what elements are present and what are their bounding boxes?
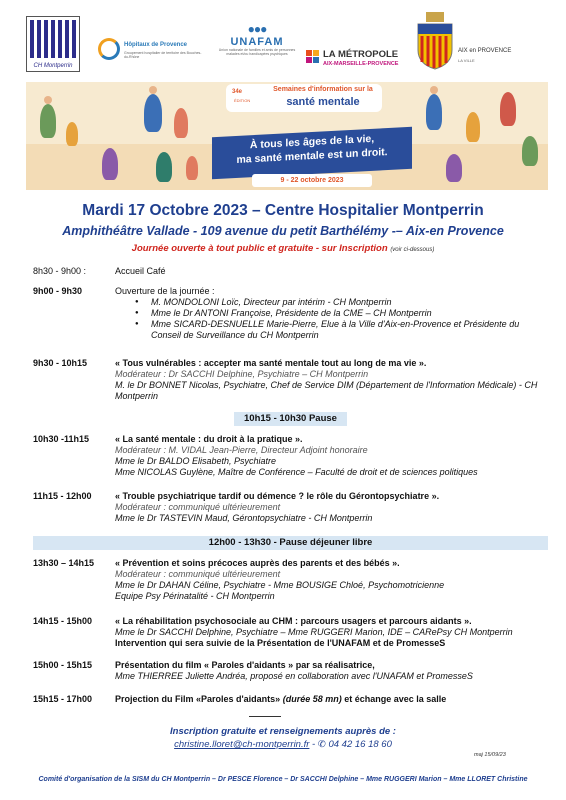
unafam-logo [218,22,296,76]
moderator: Modérateur : communiqué ultérieurement [115,569,281,579]
row-time: 10h30 -11h15 [33,434,90,444]
event-access [0,243,566,254]
page-title: Mardi 17 Octobre 2023 – Centre Hospitalier Montperrin [82,202,484,219]
contact-separator: - [309,739,318,750]
session-title: Projection du Film «Paroles d'aidants» [115,694,281,704]
row-time: 9h30 - 10h15 [33,358,88,368]
illustration-person [446,154,462,182]
hopitaux-title: Hôpitaux de Provence [124,42,188,48]
session-title: Présentation du film « Paroles d'aidants » par sa réalisatrice, [115,660,375,670]
ch-montperrin-logo-text: CH Montperrin [33,63,73,69]
metropole-title: LA MÉTROPOLE [323,49,399,60]
aix-title: AIX en PROVENCE [458,48,512,54]
row-time: 8h30 - 9h00 : [33,266,87,276]
moderator: Modérateur : Dr SACCHI Delphine, Psychiatre – CH Montperrin [115,369,369,379]
row-time: 15h00 - 15h15 [33,660,93,670]
speaker: Mme le Dr SACCHI Delphine, Psychiatre – Mme RUGGERI Marion, IDE – CARePsy CH Montperrin [115,627,513,637]
illustration-person [466,112,480,142]
row-body [115,616,547,649]
slogan-line2: ma santé mentale est un droit. [236,146,388,166]
moderator: Modérateur : M. VIDAL Jean-Pierre, Directeur Adjoint honoraire [115,445,368,455]
illustration-person [66,122,78,146]
row-text: Accueil Café [115,266,166,276]
row-body [115,660,547,682]
illustration-person [144,94,162,132]
row-time: 9h00 - 9h30 [33,286,83,296]
list-item: ● Mme le Dr ANTONI Françoise, Présidente de la CME – CH Montperrin [141,308,547,319]
row-body [115,434,547,478]
pause-text: 12h00 - 13h30 - Pause déjeuner libre [33,536,548,550]
session-note: Intervention qui sera suivie de la Présentation de l'UNAFAM et de PromesseS [115,638,446,648]
row-time: 15h15 - 17h00 [33,694,93,704]
metropole-logo [306,48,418,76]
session-duration: (durée 58 mn) [282,694,342,704]
email-link[interactable]: christine.lloret@ch-montperrin.fr [174,739,310,750]
illustration-person [426,94,442,130]
speaker: Mme THIERREE Juliette Andréa, proposé en collaboration avec l'UNAFAM et PromesseS [115,671,473,681]
speaker: M. le Dr BONNET Nicolas, Psychiatre, Chef de Service DIM (Département de l'Information Médicale) - CH Montperrin [115,380,538,401]
hopitaux-de-provence-logo [98,34,206,68]
phone-number: 04 42 16 18 60 [328,739,392,750]
phone-icon: ✆ [317,739,326,750]
row-body [115,558,547,602]
divider [249,716,281,717]
aix-en-provence-logo [414,12,534,76]
edition-label: ÉDITION [234,98,251,103]
update-date: maj 15/09/23 [474,752,506,758]
speaker: Equipe Psy Périnatalité - CH Montperrin [115,591,275,601]
session-title: « La réhabilitation psychosociale au CHM : parcours usagers et parcours aidants ». [115,616,472,626]
row-time: 13h30 – 14h15 [33,558,95,568]
session-title: « La santé mentale : du droit à la pratique ». [115,434,303,444]
edition-number: 34e [232,89,243,95]
row-time: 11h15 - 12h00 [33,491,92,501]
illustration-person [186,156,198,180]
illustration-person [40,104,56,138]
session-title: « Trouble psychiatrique tardif ou démence ? le rôle du Gérontopsychiatre ». [115,491,440,501]
aix-subtitle: LA VILLE [458,58,475,63]
pause-text: 10h15 - 10h30 Pause [234,412,347,426]
organizing-committee: Comité d'organisation de la SISM du CH Montperrin – Dr PESCE Florence – Dr SACCHI Delphine – Mme RUGGERI Marion – Mme LLORET Christine [38,776,528,783]
ch-montperrin-logo [26,16,80,72]
speaker: Mme le Dr BALDO Elisabeth, Psychiatre [115,456,277,466]
row-body [115,286,547,341]
slogan-line1: À tous les âges de la vie, [249,132,375,152]
speaker: Mme le Dr DAHAN Céline, Psychiatre - Mme BOUSIGE Chloé, Psychomotricienne [115,580,445,590]
illustration-head [430,86,438,94]
logos-row [22,8,552,80]
inscription-title: Inscription gratuite et renseignements auprès de : [170,726,396,737]
speaker: Mme le Dr TASTEVIN Maud, Gérontopsychiatre - CH Montperrin [115,513,373,523]
illustration-person [174,108,188,138]
illustration-person [500,92,516,126]
badge-top-text: Semaines d'information sur la [273,86,373,93]
unafam-subtitle: Union nationale de familles et amis de personnes malades et/ou handicapées psychiques [218,48,296,56]
hopitaux-subtitle: Groupement hospitalier de territoire des Bouches-du-Rhône [124,51,202,59]
session-title: « Prévention et soins précoces auprès des parents et des bébés ». [115,558,400,568]
metropole-mark-icon [306,50,320,66]
event-location: Amphithéâtre Vallade - 109 avenue du petit Barthélémy -– Aix-en Provence [62,224,504,238]
session-title-end: et échange avec la salle [344,694,447,704]
event-access-text: Journée ouverte à tout public et gratuite - sur Inscription [131,243,388,254]
illustration-head [149,86,157,94]
event-access-note: (voir ci-dessous) [390,247,435,253]
session-title: « Tous vulnérables : accepter ma santé mentale tout au long de ma vie ». [115,358,427,368]
sism-banner [26,82,548,190]
checkered-pattern [30,20,76,58]
row-text: Ouverture de la journée : [115,286,215,296]
list-item: ● Mme SICARD-DESNUELLE Marie-Pierre, Elue à la Ville d'Aix-en-Provence et Présidente du Conseil de Surveillance du CH Montperrin [141,319,547,341]
row-body [115,358,547,402]
illustration-person [102,148,118,180]
pause-banner [33,412,548,426]
speaker-list [115,297,547,341]
illustration-person [156,152,172,182]
metropole-subtitle: AIX-MARSEILLE-PROVENCE [323,61,399,67]
illustration-head [44,96,52,104]
speaker: Mme NICOLAS Guylène, Maître de Conférence – Faculté de droit et de sciences politiques [115,467,478,477]
row-time: 14h15 - 15h00 [33,616,93,626]
row-body [115,491,547,524]
contact-line [0,739,566,750]
unafam-name: UNAFAM [230,36,284,48]
moderator: Modérateur : communiqué ultérieurement [115,502,281,512]
sism-badge [226,84,382,112]
banner-dates: 9 - 22 octobre 2023 [252,174,372,187]
row-body [115,694,547,705]
badge-main-text: santé mentale [286,96,360,108]
illustration-person [522,136,538,166]
swirl-icon [98,38,120,60]
pause-banner [33,536,548,550]
people-icon: ●●● [247,22,267,36]
coat-of-arms-icon [414,12,456,70]
list-item: ● M. MONDOLONI Loïc, Directeur par intérim - CH Montperrin [141,297,547,308]
